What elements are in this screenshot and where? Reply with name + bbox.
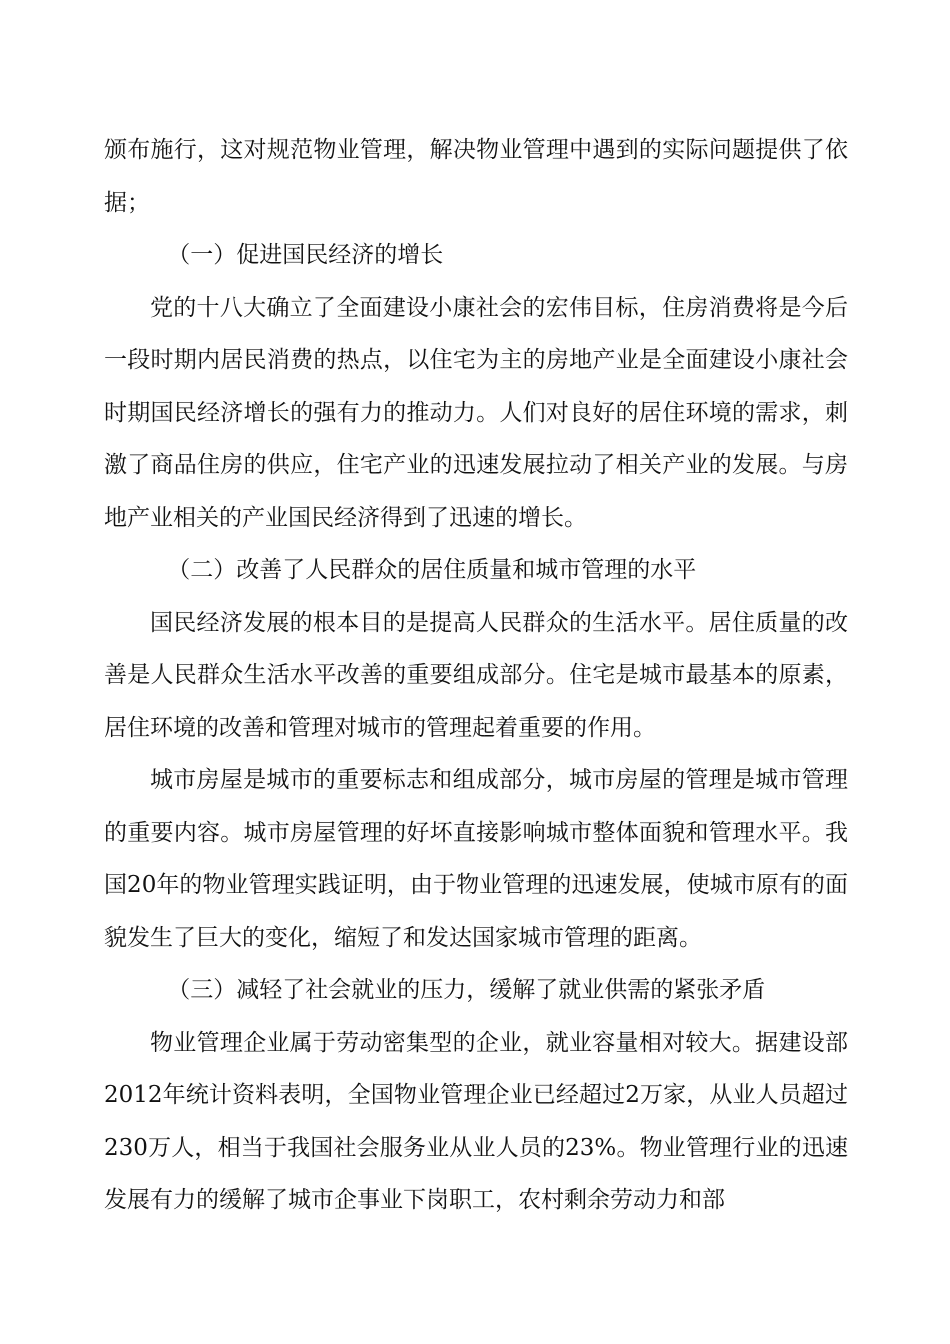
document-body (104, 124, 848, 1227)
paragraph-employment: 物业管理企业属于劳动密集型的企业，就业容量相对较大。据建设部2012年统计资料表明，全国物业管理企业已经超过2万家，从业人员超过230万人，相当于我国社会服务业从业人员的23%。物业管理行业的迅速发展有力的缓解了城市企事业下岗职工，农村剩余劳动力和部 (104, 1029, 848, 1213)
paragraph-living-quality: 国民经济发展的根本目的是提高人民群众的生活水平。居住质量的改善是人民群众生活水平改善的重要组成部分。住宅是城市最基本的原素，居住环境的改善和管理对城市的管理起着重要的作用。 (104, 609, 848, 741)
section-heading-2: （二）改善了人民群众的居住质量和城市管理的水平 (167, 557, 697, 583)
section-heading-3: （三）减轻了社会就业的压力，缓解了就业供需的紧张矛盾 (167, 977, 766, 1003)
paragraph-economic-growth: 党的十八大确立了全面建设小康社会的宏伟目标，住房消费将是今后一段时期内居民消费的热点，以住宅为主的房地产业是全面建设小康社会时期国民经济增长的强有力的推动力。人们对良好的居住环境的需求，刺激了商品住房的供应，住宅产业的迅速发展拉动了相关产业的发展。与房地产业相关的产业国民经济得到了迅速的增长。 (104, 294, 848, 531)
section-heading-1: （一）促进国民经济的增长 (167, 242, 444, 268)
paragraph-continuation: 颁布施行，这对规范物业管理，解决物业管理中遇到的实际问题提供了依据； (104, 137, 848, 216)
paragraph-urban-housing: 城市房屋是城市的重要标志和组成部分，城市房屋的管理是城市管理的重要内容。城市房屋管理的好坏直接影响城市整体面貌和管理水平。我国20年的物业管理实践证明，由于物业管理的迅速发展，使城市原有的面貌发生了巨大的变化，缩短了和发达国家城市管理的距离。 (104, 767, 848, 951)
